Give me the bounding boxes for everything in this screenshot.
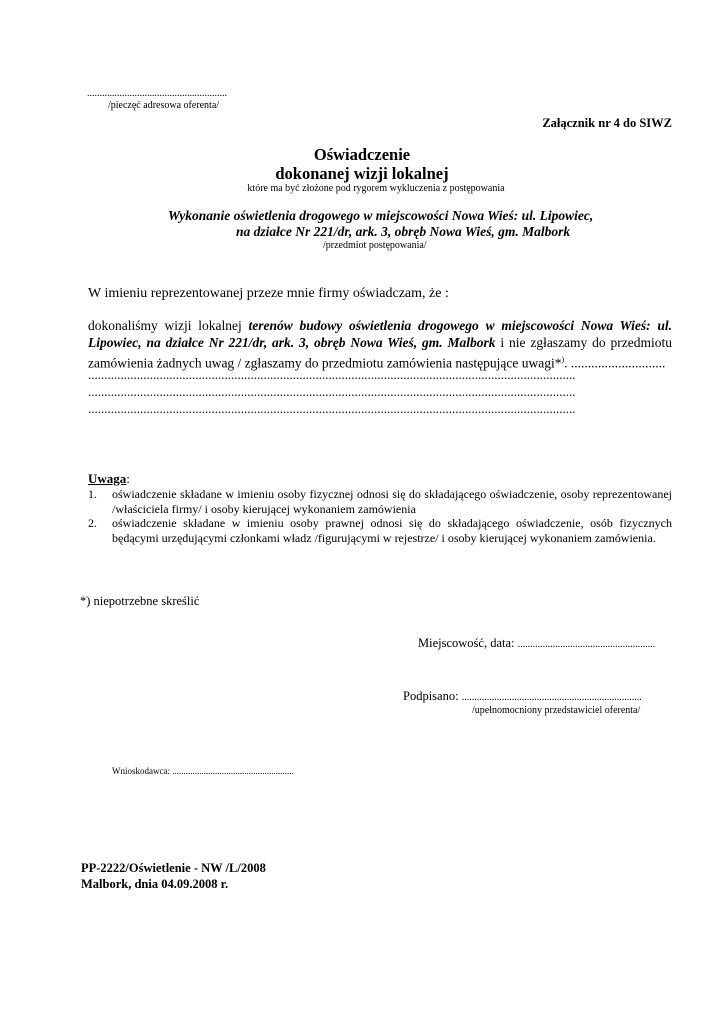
signature-row	[403, 689, 642, 704]
reference-number: PP-2222/Oświetlenie - NW /L/2008	[81, 861, 266, 875]
statement-intro: W imieniu reprezentowanej przeze mnie firmy oświadczam, że :	[88, 286, 449, 301]
remarks-line-3[interactable]: ......................................................................................................................................................	[88, 401, 576, 416]
applicant-label: Wnioskodawca:	[112, 766, 170, 776]
note-item	[88, 516, 672, 545]
page-title	[0, 145, 724, 183]
footnote-mark: )	[561, 355, 565, 364]
applicant-row	[112, 766, 294, 776]
notes-heading-colon: :	[126, 471, 130, 486]
note-item	[88, 487, 672, 516]
place-date-label: Miejscowość, data:	[418, 636, 515, 650]
stamp-label: /pieczęć adresowa oferenta/	[108, 100, 220, 111]
note-text: oświadczenie składane w imieniu osoby fizycznej odnosi się do składającego oświadczenie, osoby reprezentowanej /właściciela firmy/ i osoby kierującej wykonaniem zamówienia	[112, 487, 672, 516]
footnote: *) niepotrzebne skreślić	[80, 594, 200, 608]
reference-date: Malbork, dnia 04.09.2008 r.	[81, 877, 229, 891]
remarks-line-2[interactable]: ......................................................................................................................................................	[88, 384, 576, 399]
subject-line-2: na działce Nr 221/dr, ark. 3, obręb Nowa Wieś, gm. Malbork	[236, 224, 571, 239]
stamp-dots: ........................................................	[87, 88, 227, 99]
attachment-label: Załącznik nr 4 do SIWZ	[542, 116, 672, 130]
signature-caption: /upełnomocniony przedstawiciel oferenta/	[472, 705, 641, 716]
signature-field[interactable]: ........................................................................	[461, 692, 642, 703]
title-line-1: Oświadczenie	[313, 145, 411, 164]
note-number: 1.	[88, 487, 97, 501]
statement-part-1: dokonaliśmy wizji lokalnej	[88, 318, 249, 333]
note-number: 2.	[88, 516, 97, 530]
statement-part-3: i nie zgłaszamy do przedmiotu zamówienia żadnych uwag / zgłaszamy do przedmiotu zamówienia następujące uwagi*	[88, 335, 673, 371]
notes-heading	[88, 471, 130, 487]
title-subtitle: które ma być złożone pod rygorem wykluczenia z postępowania	[247, 183, 505, 194]
title-line-2: dokonanej wizji lokalnej	[275, 164, 449, 183]
notes-heading-text: Uwaga	[88, 471, 127, 486]
notes-list	[88, 487, 672, 545]
statement-tail-dots: . ............................	[564, 355, 666, 371]
statement-paragraph	[88, 317, 672, 372]
place-date-row	[418, 636, 655, 651]
place-date-field[interactable]: .......................................................	[517, 639, 656, 650]
reference-block	[81, 860, 266, 892]
applicant-field[interactable]: ......................................................	[172, 766, 294, 776]
remarks-line-1[interactable]: ......................................................................................................................................................	[88, 367, 576, 382]
signature-label: Podpisano:	[403, 689, 459, 703]
subject-line-1: Wykonanie oświetlenia drogowego w miejscowości Nowa Wieś: ul. Lipowiec,	[168, 208, 594, 223]
note-text: oświadczenie składane w imieniu osoby prawnej odnosi się do składającego oświadczenie, osób fizycznych będącymi urzędującymi członkami władz /figurującymi w rejestrze/ i osoby kierującej wykonaniem zamówienia.	[112, 516, 672, 545]
statement-construction-sites: terenów budowy oświetlenia drogowego w miejscowości Nowa Wieś: ul. Lipowiec, na działce Nr 221/dr, ark. 3, obręb Nowa Wieś, gm. Malbork	[88, 318, 672, 350]
subject-label: /przedmiot postępowania/	[323, 240, 427, 251]
